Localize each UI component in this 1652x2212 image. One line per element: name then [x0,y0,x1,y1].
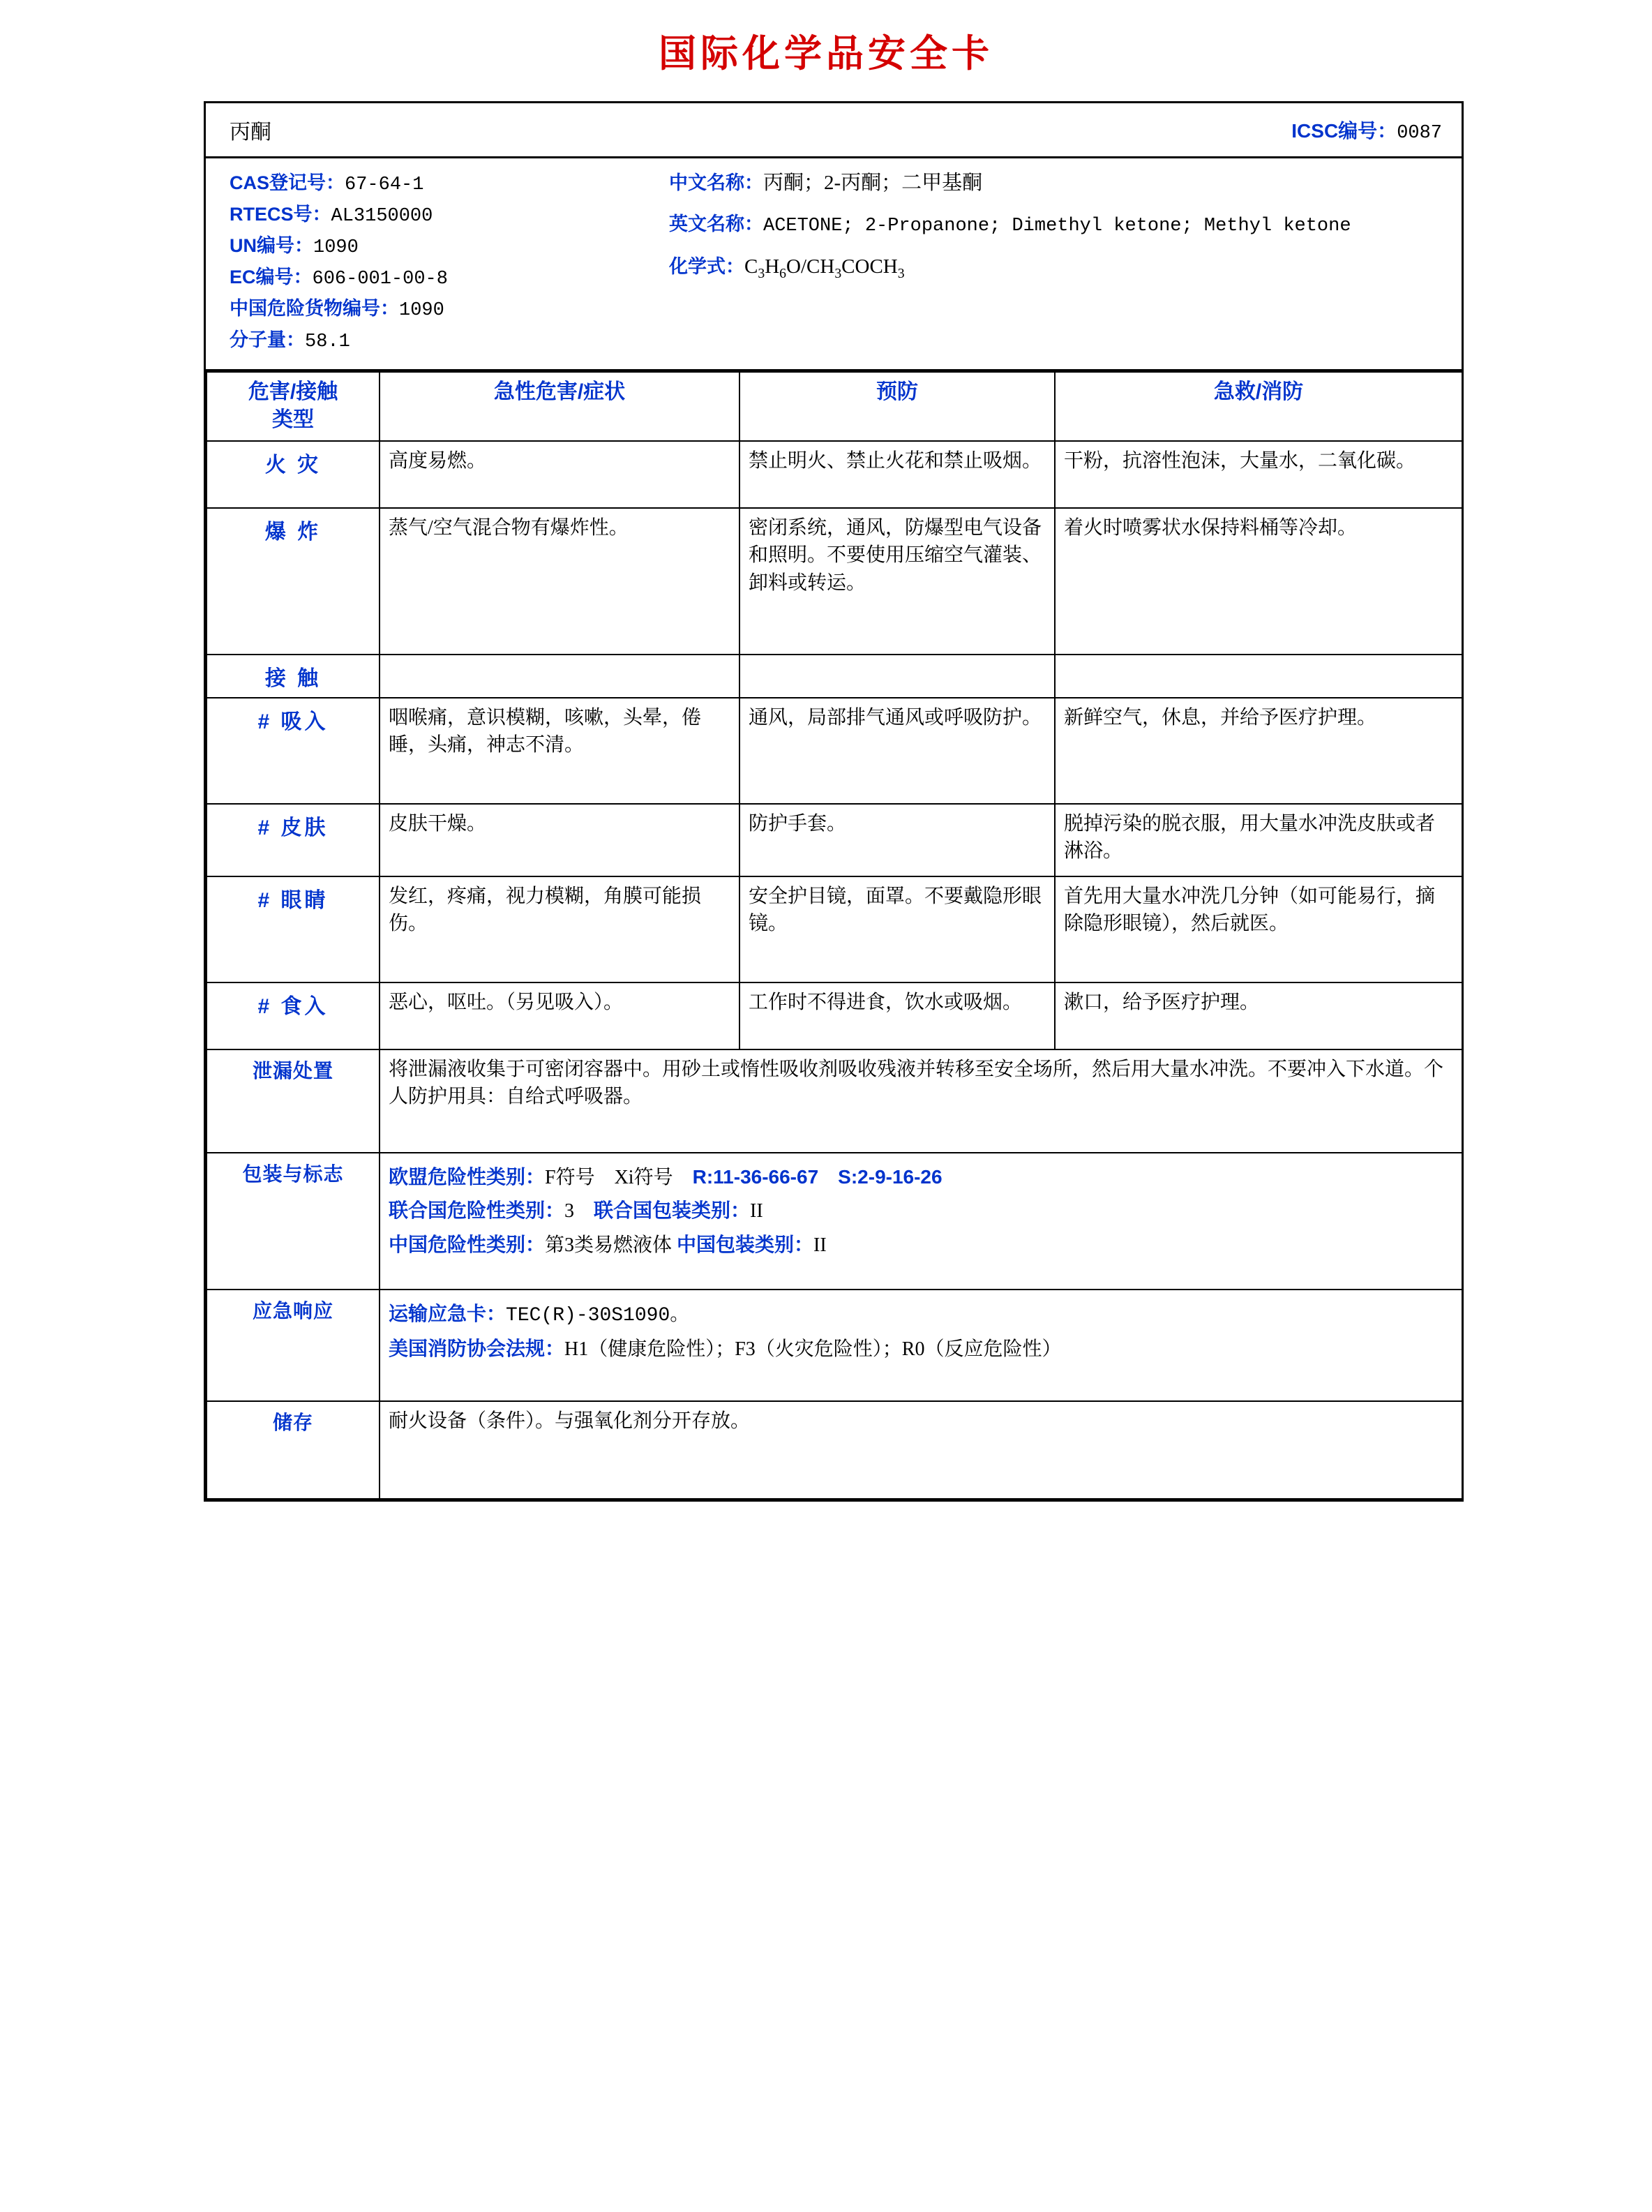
row-category-contact: 接 触 [206,655,380,698]
table-row [206,804,1462,876]
hazards-table [206,371,1463,1500]
china-goods-number-value: 1090 [399,299,444,321]
packaging-eu-rphrase: R:11-36-66-67 [692,1165,819,1188]
english-name-line [669,209,1448,241]
un-value: 1090 [313,237,359,258]
cell-inhalation-prevention: 通风，局部排气通风或呼吸防护。 [739,698,1055,804]
cell-contact-acute [380,655,739,698]
icsc-label: ICSC编号： [1291,120,1397,142]
identity-right-column [662,168,1448,357]
page-title: 国际化学品安全卡 [659,33,993,75]
table-header-row [206,372,1462,441]
table-row [206,1401,1462,1499]
column-header-prevention: 预防 [739,372,1055,441]
packaging-un-class-value: 3 [564,1200,594,1223]
cell-explosion-prevention: 密闭系统，通风，防爆型电气设备和照明。不要使用压缩空气灌装、卸料或转运。 [739,508,1055,655]
emergency-tec-line [389,1299,1453,1331]
cell-emergency-content [380,1290,1462,1401]
table-row [206,982,1462,1049]
english-name-value: ACETONE; 2-Propanone; Dimethyl ketone; Methyl ketone [763,215,1351,237]
cell-fire-firstaid: 干粉，抗溶性泡沫，大量水，二氧化碳。 [1055,441,1462,508]
cell-spill-text: 将泄漏液收集于可密闭容器中。用砂土或惰性吸收剂吸收残液并转移至安全场所，然后用大量水冲洗。不要冲入下水道。个人防护用具：自给式呼吸器。 [380,1049,1462,1153]
row-category-emergency: 应急响应 [206,1290,380,1401]
identity-left-column [230,168,662,357]
emergency-nfpa-value: H1（健康危险性）；F3（火灾危险性）；R0（反应危险性） [564,1338,1062,1361]
packaging-cn-line [389,1230,1453,1260]
icsc-number-group [1291,116,1442,144]
column-header-acute: 急性危害/症状 [380,372,739,441]
row-category-spill: 泄漏处置 [206,1049,380,1153]
row-category-inhalation: # 吸入 [206,698,380,804]
emergency-tec-label: 运输应急卡： [389,1302,506,1324]
un-line [230,231,662,262]
cell-skin-acute: 皮肤干燥。 [380,804,739,876]
packaging-un-group-value: II [750,1200,763,1223]
packaging-un-line [389,1195,1453,1226]
chinese-name-label: 中文名称： [669,172,763,193]
cas-value: 67-64-1 [345,174,424,195]
cell-packaging-content [380,1153,1462,1290]
rtecs-line [230,200,662,231]
table-row [206,876,1462,982]
icsc-number: 0087 [1397,123,1442,144]
packaging-un-class-label: 联合国危险性类别： [389,1200,565,1222]
cell-eyes-prevention: 安全护目镜，面罩。不要戴隐形眼镜。 [739,876,1055,982]
english-name-label: 英文名称： [669,213,763,234]
column-header-category [206,372,380,441]
cell-explosion-firstaid: 着火时喷雾状水保持料桶等冷却。 [1055,508,1462,655]
cell-ingestion-firstaid: 漱口，给予医疗护理。 [1055,982,1462,1049]
identity-block [206,158,1462,371]
table-row [206,441,1462,508]
ec-label: EC编号： [230,266,313,287]
table-row [206,655,1462,698]
row-category-storage: 储存 [206,1401,380,1499]
cell-skin-firstaid: 脱掉污染的脱衣服，用大量水冲洗皮肤或者淋浴。 [1055,804,1462,876]
table-row [206,1153,1462,1290]
ec-line [230,262,662,294]
rtecs-value: AL3150000 [331,205,433,227]
card-header [206,103,1462,158]
formula-line [669,252,1448,284]
cell-ingestion-acute: 恶心，呕吐。（另见吸入）。 [380,982,739,1049]
cell-contact-prevention [739,655,1055,698]
packaging-eu-line [389,1162,1453,1193]
cell-ingestion-prevention: 工作时不得进食，饮水或吸烟。 [739,982,1055,1049]
safety-card [204,101,1464,1502]
ec-value: 606-001-00-8 [312,268,448,290]
row-category-fire: 火 灾 [206,441,380,508]
cell-contact-firstaid [1055,655,1462,698]
row-category-explosion: 爆 炸 [206,508,380,655]
chinese-name-value: 丙酮；2-丙酮；二甲基酮 [763,172,983,194]
table-row [206,508,1462,655]
row-category-packaging: 包装与标志 [206,1153,380,1290]
cell-explosion-acute: 蒸气/空气混合物有爆炸性。 [380,508,739,655]
un-label: UN编号： [230,234,313,256]
column-header-category-line1: 危害/接触 [248,380,338,403]
molecular-weight-value: 58.1 [305,331,350,352]
row-category-ingestion: # 食入 [206,982,380,1049]
china-goods-number-line [230,294,662,325]
packaging-eu-sphrase: S:2-9-16-26 [838,1165,943,1188]
formula-value: $C_3H_6O/CH_3COCH_3$ [744,255,905,281]
table-row [206,1290,1462,1401]
substance-name: 丙酮 [230,121,271,144]
packaging-un-group-label: 联合国包装类别： [594,1200,751,1222]
packaging-cn-class-label: 中国危险性类别： [389,1233,546,1255]
cell-eyes-acute: 发红，疼痛，视力模糊，角膜可能损伤。 [380,876,739,982]
packaging-cn-group-value: II [813,1234,827,1256]
cell-storage-text: 耐火设备（条件）。与强氧化剂分开存放。 [380,1401,1462,1499]
packaging-eu-label: 欧盟危险性类别： [389,1165,546,1188]
column-header-firstaid: 急救/消防 [1055,372,1462,441]
cell-fire-prevention: 禁止明火、禁止火花和禁止吸烟。 [739,441,1055,508]
formula-label: 化学式： [669,255,744,277]
cas-line [230,168,662,200]
cas-label: CAS登记号： [230,172,345,193]
emergency-nfpa-label: 美国消防协会法规： [389,1338,565,1360]
cell-fire-acute: 高度易燃。 [380,441,739,508]
molecular-weight-label: 分子量： [230,329,305,350]
molecular-weight-line [230,325,662,357]
emergency-tec-value: TEC(R)-30S1090。 [506,1304,690,1327]
rtecs-label: RTECS号： [230,203,331,225]
cell-inhalation-firstaid: 新鲜空气，休息，并给予医疗护理。 [1055,698,1462,804]
packaging-eu-value: F符号 Xi符号 [545,1166,693,1188]
row-category-skin: # 皮肤 [206,804,380,876]
table-row [206,698,1462,804]
table-row [206,1049,1462,1153]
cell-skin-prevention: 防护手套。 [739,804,1055,876]
row-category-eyes: # 眼睛 [206,876,380,982]
cell-eyes-firstaid: 首先用大量水冲洗几分钟（如可能易行，摘除隐形眼镜），然后就医。 [1055,876,1462,982]
emergency-nfpa-line [389,1333,1453,1364]
packaging-cn-group-label: 中国包装类别： [677,1233,814,1255]
chinese-name-line [669,168,1448,198]
column-header-category-line2: 类型 [272,408,314,432]
cell-inhalation-acute: 咽喉痛，意识模糊，咳嗽，头晕，倦睡，头痛，神志不清。 [380,698,739,804]
packaging-eu-sep [818,1167,838,1188]
packaging-cn-class-value: 第3类易燃液体 [545,1234,677,1256]
china-goods-number-label: 中国危险货物编号： [230,297,399,319]
